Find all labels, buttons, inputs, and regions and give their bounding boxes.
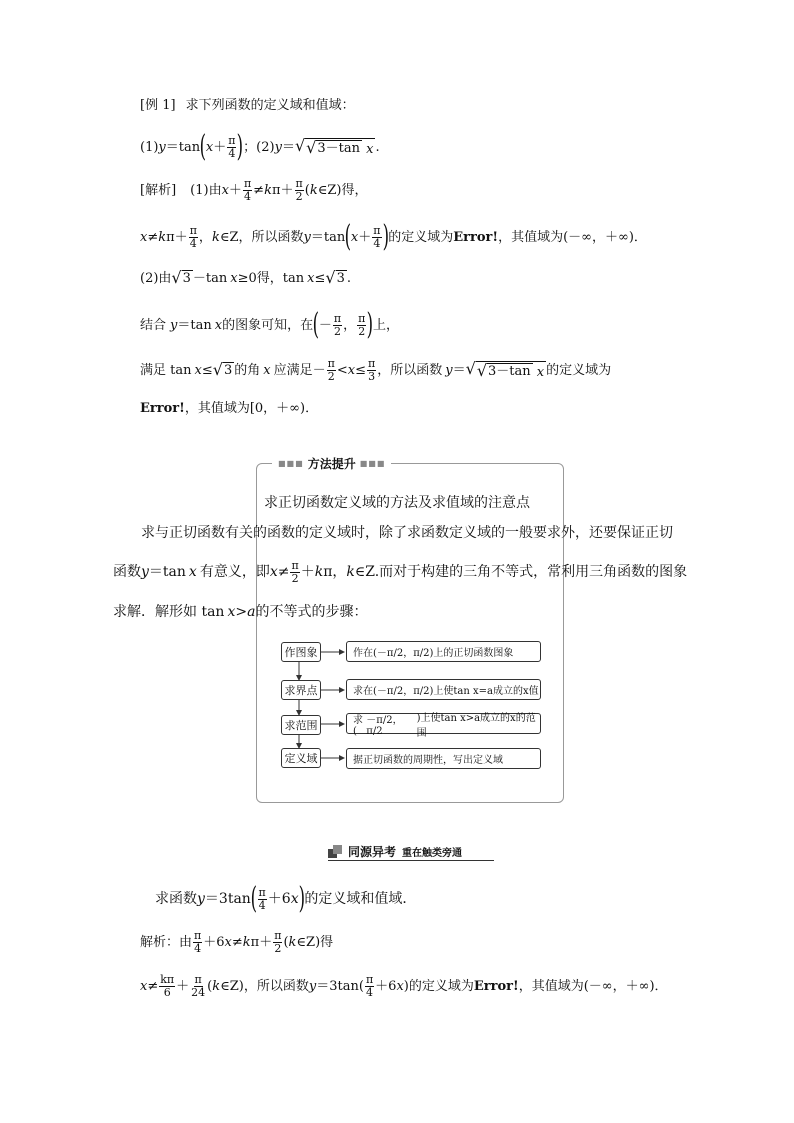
frac-den: 2 (291, 571, 299, 585)
pi-over-3 (367, 358, 376, 382)
method-header (272, 455, 391, 472)
frac-num: π (373, 223, 381, 237)
m-p2-f: π， (323, 564, 347, 581)
s-l2-e: ＝tan (310, 229, 346, 245)
m-p3-a-var: a (247, 604, 256, 620)
paren-open: ( (199, 129, 207, 164)
frac-num: π (258, 885, 266, 899)
frac-num: π (274, 929, 282, 942)
s-l5-b: ≤ (201, 362, 213, 378)
m-p3-a: 求解．解形如 tan (113, 604, 225, 620)
ex-s2-y: y (308, 978, 317, 994)
method-paragraph-2 (113, 559, 688, 585)
s-l5-h: ，所以函数 (377, 362, 443, 378)
ex-q-d: 的定义域和值域． (304, 891, 417, 907)
s-l3-d: ≥0得，tan (237, 270, 305, 286)
exercise-solution-line-2 (140, 974, 668, 998)
ex-q-x: x (290, 891, 299, 907)
s-l1-a: (1)由 (190, 182, 222, 198)
ex-s2-h: ，其值域为(－∞，＋∞)． (518, 978, 668, 994)
stacked-squares-icon (328, 845, 342, 859)
flow-desc-1-a: 作在( (353, 648, 377, 659)
q2-sep: ；(2) (243, 139, 275, 155)
frac-den: 2 (358, 324, 366, 338)
pi-over-2 (327, 358, 336, 382)
pi-over-2 (290, 560, 299, 584)
ex-s2-e: ＝3tan( (316, 978, 364, 994)
s-l5-f: < (336, 362, 348, 378)
s-l4-a: 结合 (140, 317, 167, 333)
pi-over-4 (243, 178, 252, 202)
s-l1-e: ∈Z)得， (317, 182, 368, 198)
s-l2-k2: k (211, 229, 220, 245)
ex-s-d: π＋ (250, 934, 273, 950)
s-l1-x: x (221, 182, 229, 198)
tongyuan-title: 同源异考 (348, 845, 397, 859)
frac-num: π (189, 223, 197, 237)
paren-open: ( (344, 219, 352, 254)
method-paragraph-3 (113, 605, 683, 619)
flow-desc-3 (346, 712, 541, 739)
pi-over-4 (193, 930, 202, 954)
s-l2-plus: ＋ (358, 229, 372, 245)
s-l2-x2: x (350, 229, 359, 245)
s-l4-b: ＝tan (177, 317, 212, 333)
tongyuan-banner (328, 843, 462, 860)
tongyuan-underline (328, 860, 494, 861)
s-l5-i: ＝ (452, 362, 466, 378)
s-l2-c: ， (198, 229, 212, 245)
solution-line-2 (140, 219, 647, 254)
sqrt-3: √ 3 (212, 360, 233, 380)
example-prompt-line (140, 99, 355, 112)
radicand: 3－tan (488, 364, 531, 380)
frac-num: kπ (160, 973, 175, 986)
ex-s-f: ∈Z)得 (296, 934, 334, 950)
ex-s2-x2: x (396, 978, 404, 994)
error-text: Error! (473, 978, 519, 994)
sqrt-3: √ 3 (171, 268, 191, 287)
s-l6-b: ，其值域为[0，＋∞)． (184, 401, 319, 416)
flow-desc-3-b: －π/2，π/2 (366, 714, 403, 737)
m-p2-e: ＋ (300, 564, 315, 581)
s-l4-comma: ， (343, 317, 357, 333)
m-p2-x2: x (269, 564, 278, 581)
frac-den: 2 (295, 189, 303, 203)
kpi-over-6 (159, 974, 175, 998)
solution-line-4 (140, 307, 400, 342)
q2-x: x (366, 142, 374, 157)
paren-close: ) (382, 219, 389, 254)
s-l4-neg: － (318, 317, 332, 333)
s-l1-d: ( (304, 182, 310, 198)
flow-desc-2-a: 求在( (353, 686, 377, 697)
pi-over-2 (333, 313, 342, 337)
m-p2-x: x (188, 564, 197, 581)
m-p3-b: > (235, 604, 248, 620)
ex-s-x: x (224, 934, 232, 950)
method-paragraph-1: 求与正切函数有关的函数的定义域时，除了求函数定义域的一般要求外，还要保证正切 (141, 525, 673, 541)
frac-num: π (243, 177, 252, 190)
frac-num: π (228, 133, 236, 147)
sqrt-3: √ 3 (325, 268, 345, 287)
pi-over-4 (258, 887, 267, 911)
paren-close: ) (237, 129, 244, 164)
flow-step-2: 求界点 (281, 680, 321, 700)
s-l5-x3: x (347, 362, 356, 378)
frac-den: 2 (327, 369, 335, 383)
dots-right-icon: ■■■ (359, 459, 386, 468)
solution-label: [解析] (140, 182, 177, 198)
solution-line-3 (140, 270, 351, 286)
s-l5-g: ≤ (355, 362, 366, 378)
q2-eq: ＝ (281, 139, 295, 155)
flow-desc-1 (346, 641, 541, 662)
frac-den: 4 (366, 985, 374, 999)
s-l2-d: ∈Z，所以函数 (219, 229, 304, 245)
inner-sqrt: √ 3－tan (306, 138, 360, 157)
frac-den: 6 (163, 985, 171, 999)
frac-num: π (365, 973, 374, 986)
s-l2-g: ，其值域为(－∞，＋∞)． (498, 229, 647, 245)
ex-s-c: ≠ (231, 934, 243, 950)
s-l5-d: 应满足 (273, 362, 313, 378)
solution-line-6 (140, 402, 318, 415)
pi-over-4 (227, 135, 236, 159)
s-l2-b: π＋ (166, 229, 188, 245)
ex-s2-g: )的定义域为 (403, 978, 474, 994)
exercise-question (155, 881, 417, 916)
q1-eq: ＝tan (165, 139, 201, 155)
q1-x: x (205, 139, 214, 155)
s-l1-k: k (264, 182, 272, 198)
ex-s-k: k (242, 934, 251, 950)
frac-num: π (358, 311, 366, 325)
pi-over-4 (372, 225, 381, 249)
frac-num: π (327, 357, 335, 370)
q2-end: . (375, 139, 380, 155)
ex-s-e: ( (283, 934, 289, 950)
flow-desc-3-c: )上使tan x>a成立的x的范围 (416, 712, 536, 739)
flow-desc-4 (346, 748, 541, 769)
flow-step-4: 定义域 (281, 748, 321, 768)
m-p3-x: x (227, 604, 236, 620)
flow-desc-3-a: 求( (353, 714, 363, 737)
m-p3-c: 的不等式的步骤： (255, 604, 368, 620)
s-l1-k2: k (309, 182, 318, 198)
ex-s2-neq: ≠ (147, 978, 159, 994)
s-l3-x2: x (307, 270, 315, 286)
frac-den: 4 (244, 189, 252, 203)
q2-radicand: 3－tan (317, 141, 360, 156)
example-prompt: 求下列函数的定义域和值域： (185, 98, 355, 113)
flow-desc-2-b: －π/2，π/2 (376, 686, 430, 697)
s-l2-neq: ≠ (147, 229, 159, 245)
flow-desc-2 (346, 679, 541, 700)
flow-desc-1-c: )上的正切函数图象 (429, 648, 514, 659)
m-p2-k: k (314, 564, 324, 581)
dots-left-icon: ■■■ (278, 459, 304, 468)
frac-den: 4 (189, 236, 197, 250)
frac-den: 2 (333, 324, 341, 338)
ex-s2-d: ∈Z)，所以函数 (220, 978, 309, 994)
sqrt-3-body: 3 (336, 271, 345, 286)
tongyuan-subtitle: 重在触类旁通 (402, 848, 463, 859)
ex-s-b: ＋6 (203, 934, 225, 950)
flow-step-3: 求范围 (281, 715, 321, 735)
s-l4-d: 上， (373, 317, 400, 333)
ex-q-a: 求函数 (155, 891, 197, 907)
frac-den: 4 (194, 941, 202, 955)
ex-s2-k: k (212, 978, 221, 994)
frac-den: 3 (368, 369, 376, 383)
q1-y: y (158, 139, 166, 155)
pi-over-24 (190, 974, 206, 998)
q2-y: y (274, 139, 282, 155)
paren-open: ( (312, 307, 320, 342)
paren-close: ) (366, 307, 374, 342)
s-l5-e: － (312, 362, 326, 378)
example-questions-line (140, 129, 380, 164)
ex-q-b: ＝3tan (204, 891, 251, 907)
ex-q-c: ＋6 (267, 891, 291, 907)
s-l3-x: x (230, 270, 238, 286)
error-text: Error! (140, 401, 185, 416)
paren-open: ( (250, 881, 257, 916)
flow-desc-2-c: )上使tan x=a成立的x值 (429, 686, 539, 697)
frac-den: 24 (191, 985, 206, 999)
s-l3-e: ≤ (314, 270, 326, 286)
s-l4-x: x (214, 317, 223, 333)
frac-den: 4 (373, 236, 381, 250)
s-l4-y: y (170, 317, 178, 333)
m-p2-y: y (141, 564, 149, 581)
ex-s2-b: ＋ (176, 978, 190, 994)
frac-den: 2 (274, 941, 282, 955)
ex-s2-c: ( (207, 978, 213, 994)
s-l2-k: k (158, 229, 167, 245)
s-l2-f: 的定义域为 (388, 229, 454, 245)
frac-den: 4 (228, 146, 236, 160)
pi-over-2 (295, 178, 304, 202)
frac-num: π (194, 973, 202, 986)
m-p2-k2: k (346, 564, 355, 581)
s-l2-y: y (303, 229, 311, 245)
frac-den: 4 (258, 898, 266, 912)
ex-s2-x: x (140, 978, 148, 994)
ex-q-y: y (197, 891, 205, 907)
solution-line-5 (140, 358, 611, 382)
error-text: Error! (453, 229, 499, 245)
m-p2-c: 有意义，即 (199, 564, 270, 581)
method-title: 求正切函数定义域的方法及求值域的注意点 (264, 495, 530, 511)
s-l5-x4: x (536, 365, 545, 381)
m-p2-b: ＝tan (148, 564, 186, 581)
outer-sqrt: √ √ 3－tan x (465, 359, 545, 381)
method-header-label: 方法提升 (307, 457, 356, 471)
s-l1-plus: ＋ (228, 182, 242, 198)
s-l5-x: x (194, 362, 202, 378)
s-l1-c: π＋ (271, 182, 294, 198)
ex-s2-f: ＋6 (375, 978, 397, 994)
example-label: [例 1] (140, 98, 176, 113)
outer-sqrt: √ √ 3－tan x (294, 136, 374, 157)
frac-num: π (368, 357, 376, 370)
s-l5-a: 满足 tan (140, 362, 192, 378)
pi-over-4 (189, 225, 198, 249)
s-l5-c: 的角 (234, 362, 261, 378)
s-l3-a: (2)由 (140, 270, 172, 286)
frac-num: π (291, 559, 299, 572)
exercise-solution-line-1 (140, 930, 333, 954)
flow-step-1: 作图象 (281, 642, 321, 662)
s-l3-c: －tan (192, 270, 228, 286)
s-l2-x: x (140, 229, 148, 245)
pi-over-2 (273, 930, 282, 954)
s-l5-x2: x (263, 362, 271, 378)
paren-close: ) (298, 881, 305, 916)
m-p2-a: 函数 (113, 564, 141, 581)
solution-line-1 (140, 178, 367, 202)
flow-desc-1-b: －π/2，π/2 (376, 648, 430, 659)
flow-desc-4-a: 据正切函数的周期性，写出定义域 (353, 755, 503, 766)
m-p2-d: ≠ (277, 564, 290, 581)
sqrt-3-body: 3 (182, 271, 191, 286)
pi-over-4 (365, 974, 374, 998)
inner-sqrt: √ 3－tan (476, 361, 531, 381)
pi-over-2 (357, 313, 366, 337)
q1-plus: ＋ (213, 139, 227, 155)
s-l5-y: y (445, 362, 453, 378)
s-l5-j: 的定义域为 (546, 362, 612, 378)
s-l4-c: 的图象可知，在 (222, 317, 314, 333)
s-l3-f: . (346, 270, 351, 286)
m-p2-g: ∈Z.而对于构建的三角不等式，常利用三角函数的图象 (354, 564, 688, 581)
q1-prefix: (1) (140, 139, 159, 155)
s-l1-neq: ≠ (253, 182, 265, 198)
sqrt-3-body: 3 (223, 363, 233, 379)
ex-s-a: 解析：由 (140, 934, 193, 950)
frac-num: π (295, 177, 303, 190)
ex-s-k2: k (288, 934, 297, 950)
frac-num: π (194, 929, 202, 942)
frac-num: π (333, 311, 342, 325)
